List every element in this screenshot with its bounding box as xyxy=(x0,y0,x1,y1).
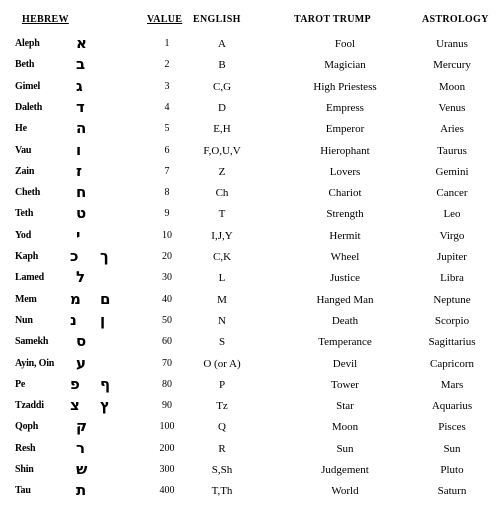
gematria-value: 20 xyxy=(162,251,172,262)
astrology: Mars xyxy=(440,378,464,391)
hebrew-letter-glyph: ר xyxy=(76,438,86,457)
english-equivalent: Q xyxy=(218,421,226,434)
table-row xyxy=(0,396,500,420)
hebrew-letter-glyph: ם xyxy=(100,289,111,308)
gematria-value: 2 xyxy=(164,59,170,71)
hebrew-name: Yod xyxy=(15,229,32,241)
astrology: Moon xyxy=(438,80,466,93)
hebrew-letter-glyph: צ xyxy=(70,396,80,415)
hebrew-name: Lamed xyxy=(15,272,45,284)
hebrew-name: Teth xyxy=(15,208,34,220)
hebrew-letter-glyph: ה xyxy=(76,119,87,138)
gematria-value: 10 xyxy=(162,229,172,241)
tarot-trump: Hierophant xyxy=(320,144,370,157)
hebrew-name: Cheth xyxy=(15,187,41,199)
astrology: Pisces xyxy=(438,421,466,434)
astrology: Leo xyxy=(443,208,461,221)
hebrew-name: Tzaddi xyxy=(15,400,44,412)
tarot-trump: Judgement xyxy=(321,464,369,476)
hebrew-letter-glyph: ד xyxy=(76,97,85,116)
hebrew-letter-glyph: ט xyxy=(76,204,87,223)
hebrew-letter-glyph: ז xyxy=(76,161,83,180)
hebrew-letter-glyph: ק xyxy=(76,417,88,436)
hebrew-letter-glyph: ן xyxy=(100,310,106,329)
hebrew-name: He xyxy=(15,123,27,135)
gematria-value: 300 xyxy=(159,464,175,475)
tarot-trump: Sun xyxy=(336,442,354,455)
tarot-trump: High Priestess xyxy=(313,80,377,93)
tarot-trump: Death xyxy=(331,314,359,327)
english-equivalent: L xyxy=(218,272,226,285)
gematria-value: 80 xyxy=(162,378,172,390)
table-row xyxy=(0,76,500,101)
gematria-value: 50 xyxy=(162,314,172,326)
english-equivalent: P xyxy=(218,378,226,391)
gematria-value: 400 xyxy=(159,485,175,497)
hebrew-letter-glyph: כ xyxy=(70,247,79,265)
hebrew-name: Gimel xyxy=(15,80,41,92)
english-equivalent: O (or A) xyxy=(203,357,241,370)
hebrew-letter-glyph: י xyxy=(76,225,81,244)
hebrew-name: Mem xyxy=(15,293,37,305)
tarot-trump: Justice xyxy=(330,272,360,285)
table-row xyxy=(0,97,500,122)
header-hebrew: HEBREW xyxy=(22,14,69,25)
gematria-value: 70 xyxy=(162,357,172,369)
gematria-value: 90 xyxy=(162,400,172,412)
hebrew-letter-glyph: ץ xyxy=(100,396,110,415)
table-row xyxy=(0,204,500,228)
english-equivalent: C,K xyxy=(212,251,232,263)
hebrew-name: Tau xyxy=(15,485,31,497)
tarot-trump: Strength xyxy=(326,208,364,221)
table-row xyxy=(0,34,500,58)
astrology: Uranus xyxy=(436,38,468,50)
astrology: Aries xyxy=(440,123,464,136)
gematria-value: 60 xyxy=(162,336,172,348)
gematria-value: 9 xyxy=(164,208,170,220)
astrology: Mercury xyxy=(433,59,471,72)
gematria-value: 200 xyxy=(159,442,175,454)
hebrew-letter-glyph: ת xyxy=(76,481,87,500)
gematria-value: 3 xyxy=(164,80,170,92)
english-equivalent: I,J,Y xyxy=(211,229,233,242)
english-equivalent: B xyxy=(218,59,226,72)
hebrew-name: Qoph xyxy=(15,421,39,433)
tarot-trump: Star xyxy=(336,400,354,413)
english-equivalent: S xyxy=(218,336,226,349)
gematria-value: 7 xyxy=(164,165,170,177)
tarot-trump: Empress xyxy=(326,101,364,114)
hebrew-name: Beth xyxy=(15,59,35,71)
table-row xyxy=(0,140,500,165)
gematria-value: 100 xyxy=(159,421,175,433)
hebrew-name: Resh xyxy=(15,442,36,454)
hebrew-name: Zain xyxy=(15,165,35,177)
tarot-trump: Tower xyxy=(331,378,359,391)
astrology: Libra xyxy=(440,272,464,285)
english-equivalent: R xyxy=(218,442,226,455)
gematria-value: 30 xyxy=(162,272,172,284)
gematria-value: 6 xyxy=(164,144,170,156)
gematria-value: 40 xyxy=(162,293,172,305)
table-row xyxy=(0,481,500,505)
english-equivalent: T,Th xyxy=(211,485,233,498)
header-tarot-trump: TAROT TRUMP xyxy=(294,14,371,25)
tarot-trump: Hermit xyxy=(329,229,361,242)
hebrew-letter-glyph: ל xyxy=(76,268,86,287)
astrology: Sun xyxy=(443,442,461,455)
table-row xyxy=(0,161,500,186)
english-equivalent: Z xyxy=(218,165,226,178)
hebrew-letter-glyph: ך xyxy=(100,247,109,265)
tarot-trump: Temperance xyxy=(318,336,372,349)
table-row xyxy=(0,460,500,484)
table-row xyxy=(0,332,500,356)
table-row xyxy=(0,417,500,441)
hebrew-letter-glyph: ע xyxy=(76,353,86,372)
tarot-trump: Hanged Man xyxy=(316,293,374,306)
english-equivalent: A xyxy=(218,38,226,50)
hebrew-name: Aleph xyxy=(15,38,40,49)
tarot-trump: Moon xyxy=(331,421,359,434)
table-row xyxy=(0,183,500,207)
english-equivalent: Tz xyxy=(216,400,228,413)
astrology: Venus xyxy=(438,101,466,114)
hebrew-name: Pe xyxy=(15,378,26,390)
astrology: Taurus xyxy=(437,144,467,157)
english-equivalent: S,Sh xyxy=(211,464,233,476)
header-astrology: ASTROLOGY xyxy=(422,14,489,25)
hebrew-name: Nun xyxy=(15,314,33,326)
tarot-trump: Magician xyxy=(324,59,366,72)
hebrew-letter-glyph: ג xyxy=(76,76,83,95)
table-row xyxy=(0,55,500,79)
tarot-trump: Chariot xyxy=(328,187,362,200)
tarot-trump: Wheel xyxy=(330,251,360,263)
tarot-trump: Devil xyxy=(332,357,358,370)
astrology: Virgo xyxy=(439,229,465,242)
gematria-value: 4 xyxy=(164,101,170,113)
tarot-trump: Lovers xyxy=(329,165,361,178)
astrology: Saturn xyxy=(437,485,467,498)
english-equivalent: N xyxy=(218,314,226,327)
english-equivalent: T xyxy=(218,208,226,221)
english-equivalent: D xyxy=(218,101,226,114)
astrology: Capricorn xyxy=(430,357,474,370)
astrology: Scorpio xyxy=(434,314,470,327)
hebrew-name: Samekh xyxy=(15,336,49,348)
astrology: Cancer xyxy=(436,187,468,200)
gematria-value: 1 xyxy=(164,38,170,49)
gematria-value: 5 xyxy=(164,123,170,135)
table-row xyxy=(0,438,500,463)
hebrew-letter-glyph: ף xyxy=(100,374,111,393)
astrology: Neptune xyxy=(433,293,471,306)
tarot-trump: World xyxy=(331,485,359,498)
hebrew-name: Vau xyxy=(15,144,32,156)
astrology: Sagittarius xyxy=(428,336,476,349)
hebrew-letter-glyph: ב xyxy=(76,55,86,74)
header-value: VALUE xyxy=(147,14,183,25)
english-equivalent: C,G xyxy=(212,80,232,93)
astrology: Gemini xyxy=(435,165,469,178)
hebrew-name: Kaph xyxy=(15,251,39,262)
hebrew-letter-glyph: א xyxy=(76,34,87,52)
hebrew-letter-glyph: נ xyxy=(70,310,77,329)
hebrew-letter-glyph: מ xyxy=(70,289,81,308)
english-equivalent: E,H xyxy=(213,123,231,136)
table-row xyxy=(0,119,500,143)
hebrew-name: Shin xyxy=(15,464,34,475)
hebrew-letter-glyph: ש xyxy=(76,460,88,478)
hebrew-letter-glyph: ו xyxy=(76,140,82,159)
astrology: Jupiter xyxy=(437,251,467,263)
tarot-trump: Fool xyxy=(334,38,356,50)
english-equivalent: Ch xyxy=(215,187,229,200)
english-equivalent: F,O,U,V xyxy=(203,144,241,157)
header-english: ENGLISH xyxy=(193,14,241,25)
hebrew-letter-glyph: ח xyxy=(76,183,87,202)
astrology: Pluto xyxy=(440,464,464,476)
hebrew-letter-glyph: ס xyxy=(76,332,87,351)
hebrew-name: Ayin, Oin xyxy=(15,357,55,369)
table-row xyxy=(0,310,500,335)
hebrew-name: Daleth xyxy=(15,101,43,113)
tarot-trump: Emperor xyxy=(325,123,365,136)
english-equivalent: M xyxy=(217,293,227,306)
astrology: Aquarius xyxy=(431,400,473,413)
hebrew-letter-glyph: פ xyxy=(70,374,80,393)
gematria-value: 8 xyxy=(164,187,170,199)
table-row xyxy=(0,247,500,271)
